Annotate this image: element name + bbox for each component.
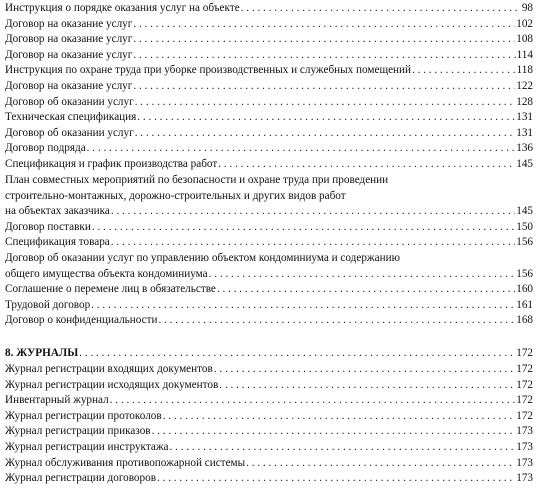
toc-entry-page: 173 <box>516 472 533 485</box>
toc-entry-title: Журнал регистрации инструктажа <box>5 441 169 453</box>
toc-entry-page: 108 <box>516 33 533 46</box>
toc-section-heading[interactable] <box>5 346 533 362</box>
leader-dots <box>158 313 515 329</box>
toc-entry-title: Договор подряда <box>5 142 86 155</box>
toc-entry-page: 145 <box>516 158 533 170</box>
toc-entry[interactable] <box>5 378 533 394</box>
toc-entry-title: Соглашение о перемене лиц в обязательстве <box>5 283 216 296</box>
toc-entry[interactable] <box>5 471 533 487</box>
toc-entry[interactable] <box>5 298 533 314</box>
toc-entry-page: 161 <box>516 298 533 311</box>
leader-dots <box>170 440 516 456</box>
leader-dots <box>214 362 515 378</box>
toc-entry-page: 118 <box>516 64 533 77</box>
leader-dots <box>137 110 515 126</box>
toc-entry-title: Трудовой договор <box>5 298 91 311</box>
toc-entry[interactable] <box>5 362 533 378</box>
toc-entry-page: 136 <box>516 142 533 155</box>
toc-entry-page: 145 <box>516 205 533 218</box>
leader-dots <box>87 141 516 157</box>
leader-dots <box>218 157 515 173</box>
leader-dots <box>111 204 515 220</box>
toc-entry-page: 172 <box>516 363 533 375</box>
leader-dots <box>133 79 515 95</box>
toc-entry[interactable] <box>5 126 533 142</box>
toc-entry-page: 128 <box>516 95 533 108</box>
leader-dots <box>91 298 515 314</box>
toc-entry-title: Договор на оказание услуг <box>5 48 133 61</box>
toc-entry-title: Инструкция по охране труда при уборке производственных и служебных помещений <box>5 64 412 77</box>
toc-entry[interactable] <box>5 17 533 33</box>
leader-dots <box>246 456 515 472</box>
toc-entry-title: Журнал регистрации исходящих документов <box>5 378 219 391</box>
toc-entry-page: 98 <box>521 2 533 14</box>
toc-entry-page: 173 <box>516 456 533 469</box>
toc-entry-title-line: План совместных мероприятий по безопасности и охране труда при проведении <box>5 174 389 186</box>
leader-dots <box>110 393 516 409</box>
toc-entry-page: 114 <box>516 48 533 61</box>
toc-entry-title-line: Договор об оказании услуг по управлению объектом кондоминиума и содержанию <box>5 252 400 264</box>
toc-entry[interactable] <box>5 251 533 282</box>
toc-entry-page: 156 <box>516 267 533 280</box>
toc-entry[interactable] <box>5 220 533 236</box>
section-title: 8. ЖУРНАЛЫ <box>5 346 79 359</box>
toc-entry[interactable] <box>5 424 533 440</box>
toc-entry-title: Журнал регистрации договоров <box>5 472 156 485</box>
toc-entry-page: 168 <box>516 314 533 327</box>
toc-entry[interactable] <box>5 95 533 111</box>
toc-entry-title-line: строительно-монтажных, дорожно-строительных и других видов работ <box>5 189 346 202</box>
section-page: 172 <box>516 346 533 359</box>
toc-entry[interactable] <box>5 235 533 251</box>
leader-dots <box>111 235 515 251</box>
toc-entry[interactable] <box>5 63 533 79</box>
toc-entry-page: 172 <box>516 394 533 407</box>
toc-entry[interactable] <box>5 110 533 126</box>
toc-entry-title: Техническая спецификация <box>5 111 137 124</box>
toc-entry-title: Инструкция о порядке оказания услуг на объекте <box>5 2 240 14</box>
toc-entry-page: 173 <box>516 425 533 438</box>
toc-entry-title: Спецификация товара <box>5 236 110 249</box>
leader-dots <box>163 409 516 425</box>
leader-dots <box>157 471 515 487</box>
toc-entry[interactable] <box>5 313 533 329</box>
leader-dots <box>209 267 516 283</box>
toc-entry[interactable] <box>5 173 533 220</box>
toc-entry-page: 172 <box>516 378 533 391</box>
leader-dots <box>412 63 516 79</box>
toc-entry[interactable] <box>5 409 533 425</box>
toc-entry-page: 172 <box>516 409 533 422</box>
leader-dots <box>92 220 515 236</box>
toc-entry-page: 160 <box>516 283 533 296</box>
toc-entry-title: Журнал регистрации протоколов <box>5 409 162 422</box>
toc-entry[interactable] <box>5 157 533 173</box>
toc-entry-title: общего имущества объекта кондоминиума <box>5 267 208 280</box>
toc-entry-page: 131 <box>516 111 533 124</box>
toc-entry-title: Договор на оказание услуг <box>5 17 133 30</box>
toc-entry[interactable] <box>5 393 533 409</box>
leader-dots <box>133 32 515 48</box>
leader-dots <box>133 17 515 33</box>
toc-entry-title: Договор об оказании услуг <box>5 95 134 108</box>
leader-dots <box>135 126 516 142</box>
toc-entry-page: 102 <box>516 17 533 30</box>
toc-entry[interactable] <box>5 456 533 472</box>
toc-entry-title: Журнал регистрации входящих документов <box>5 363 213 375</box>
leader-dots <box>217 282 515 298</box>
toc-entry-title: Договор на оказание услуг <box>5 33 133 46</box>
leader-dots <box>219 378 515 394</box>
toc-entry-title: на объектах заказчика <box>5 205 110 218</box>
leader-dots <box>135 95 516 111</box>
toc-entry-title: Спецификация и график производства работ <box>5 158 218 170</box>
toc-entry-title: Договор об оказании услуг <box>5 126 134 139</box>
toc-entry[interactable] <box>5 32 533 48</box>
toc-entry-title: Договор поставки <box>5 220 91 233</box>
leader-dots <box>133 48 515 64</box>
toc-entry[interactable] <box>5 440 533 456</box>
toc-entry[interactable] <box>5 282 533 298</box>
toc-entry-page: 156 <box>516 236 533 249</box>
toc-entry-page: 131 <box>516 126 533 139</box>
toc-entry-page: 173 <box>516 441 533 453</box>
toc-entry-title: Договор о конфиденциальности <box>5 314 158 327</box>
toc-entry-title: Договор на оказание услуг <box>5 80 133 92</box>
leader-dots <box>241 1 521 17</box>
toc-entry[interactable] <box>5 1 533 17</box>
leader-dots <box>79 346 515 362</box>
toc-entry[interactable] <box>5 79 533 95</box>
toc-entry-page: 122 <box>516 80 533 92</box>
toc-entry-title: Инвентарный журнал <box>5 394 109 407</box>
toc-entry-title: Журнал регистрации приказов <box>5 425 151 438</box>
toc-entry[interactable] <box>5 141 533 157</box>
leader-dots <box>152 424 516 440</box>
toc-entry-title: Журнал обслуживания противопожарной системы <box>5 456 246 469</box>
toc-entry[interactable] <box>5 48 533 64</box>
toc-entry-page: 150 <box>516 220 533 233</box>
